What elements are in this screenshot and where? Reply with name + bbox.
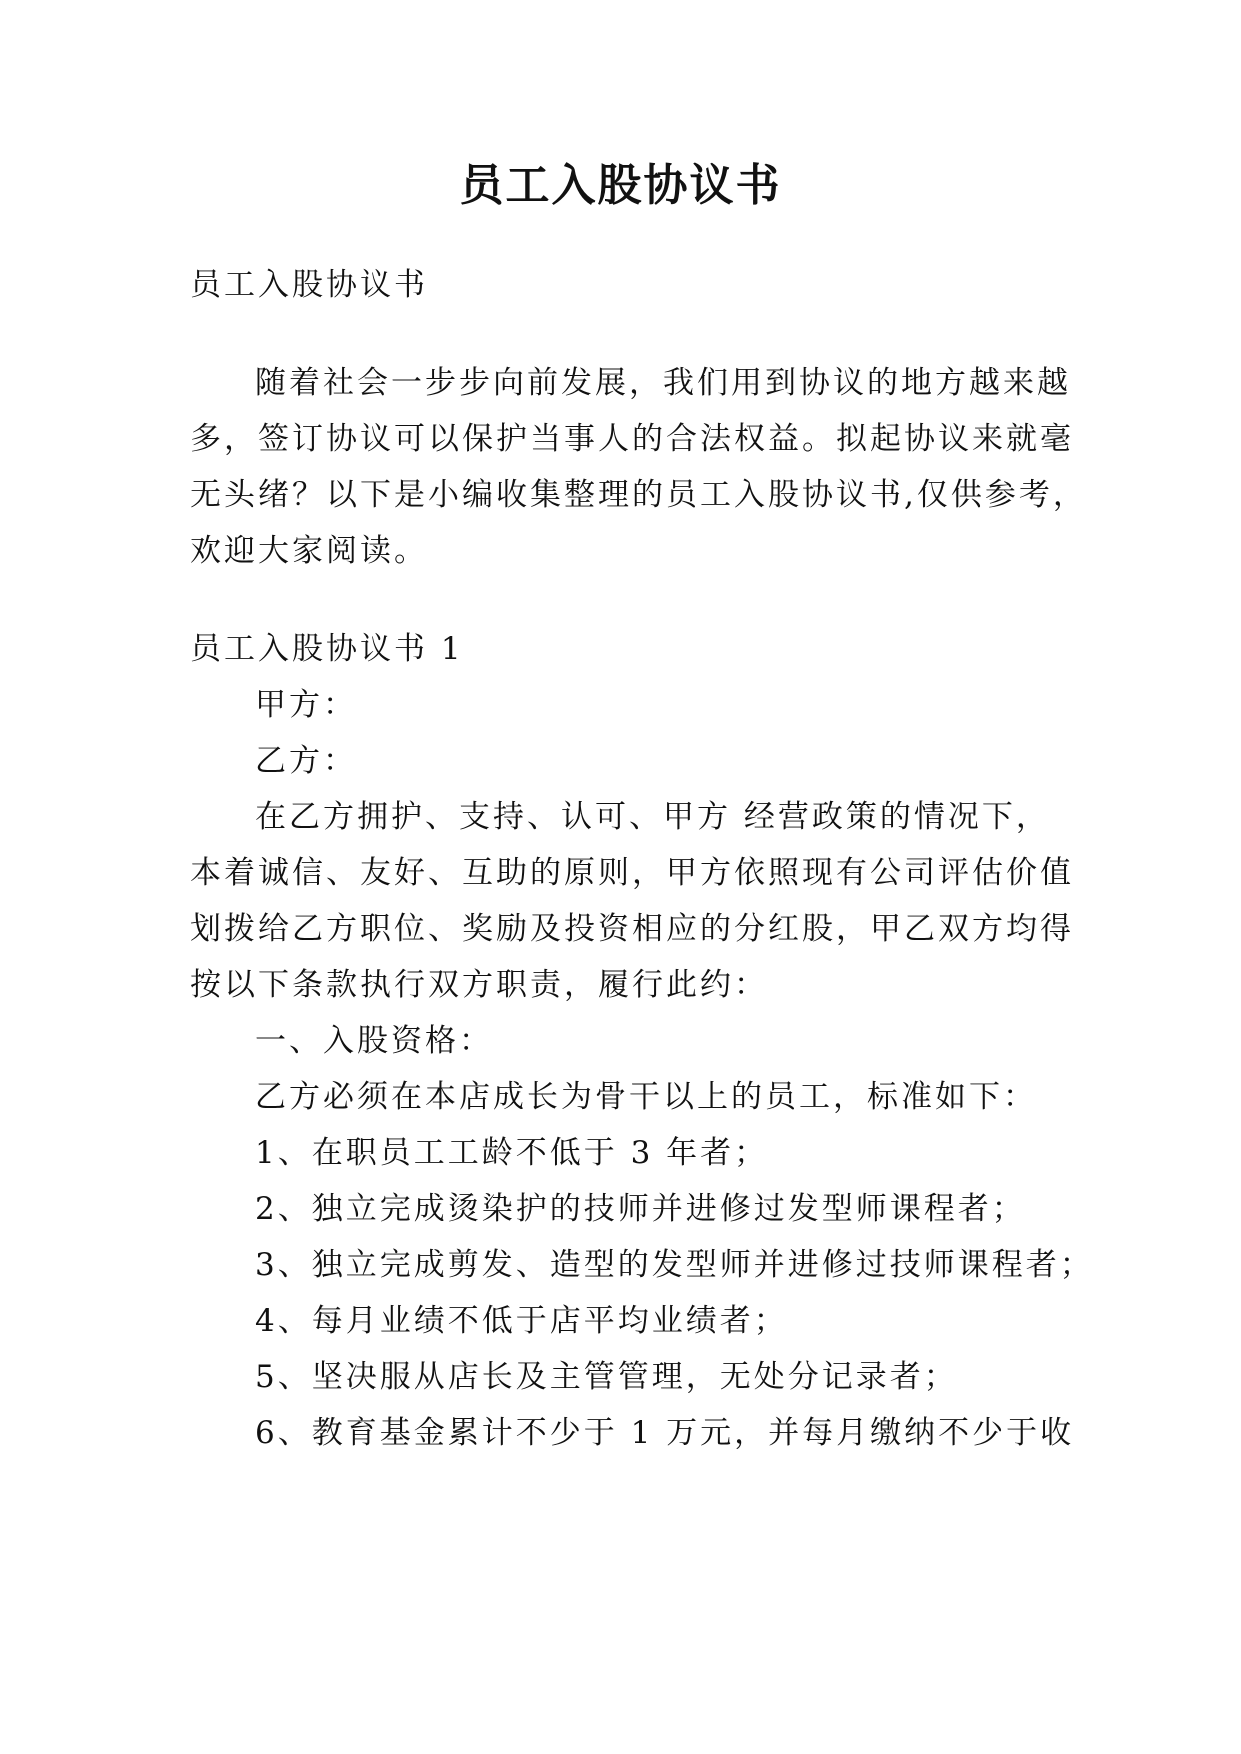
intro-line: 多，签订协议可以保护当事人的合法权益。拟起协议来就毫 bbox=[190, 421, 1074, 457]
intro-line: 欢迎大家阅读。 bbox=[190, 533, 428, 569]
preamble-line: 按以下条款执行双方职责，履行此约： bbox=[190, 967, 768, 1003]
preamble-line: 本着诚信、友好、互助的原则，甲方依照现有公司评估价值 bbox=[190, 855, 1074, 891]
criteria-item: 4、每月业绩不低于店平均业绩者； bbox=[255, 1303, 788, 1339]
document-title: 员工入股协议书 bbox=[459, 160, 782, 211]
preamble-line: 划拨给乙方职位、奖励及投资相应的分红股，甲乙双方均得 bbox=[190, 911, 1074, 947]
clause-heading: 一、入股资格： bbox=[255, 1023, 493, 1059]
intro-line: 随着社会一步步向前发展，我们用到协议的地方越来越 bbox=[255, 365, 1071, 401]
criteria-item: 3、独立完成剪发、造型的发型师并进修过技师课程者； bbox=[255, 1247, 1094, 1283]
intro-line: 无头绪？以下是小编收集整理的员工入股协议书,仅供参考， bbox=[190, 477, 1087, 513]
subtitle: 员工入股协议书 bbox=[190, 267, 428, 303]
criteria-item: 6、教育基金累计不少于 1 万元，并每月缴纳不少于收 bbox=[255, 1415, 1075, 1451]
criteria-item: 5、坚决服从店长及主管管理，无处分记录者； bbox=[255, 1359, 958, 1395]
criteria-item: 1、在职员工工龄不低于 3 年者； bbox=[255, 1135, 769, 1171]
section-heading: 员工入股协议书 1 bbox=[190, 631, 464, 667]
party-a-label: 甲方： bbox=[255, 687, 357, 723]
party-b-label: 乙方： bbox=[255, 743, 357, 779]
criteria-item: 2、独立完成烫染护的技师并进修过发型师课程者； bbox=[255, 1191, 1026, 1227]
clause-intro: 乙方必须在本店成长为骨干以上的员工，标准如下： bbox=[255, 1079, 1037, 1115]
preamble-line: 在乙方拥护、支持、认可、甲方 经营政策的情况下， bbox=[255, 799, 1050, 835]
